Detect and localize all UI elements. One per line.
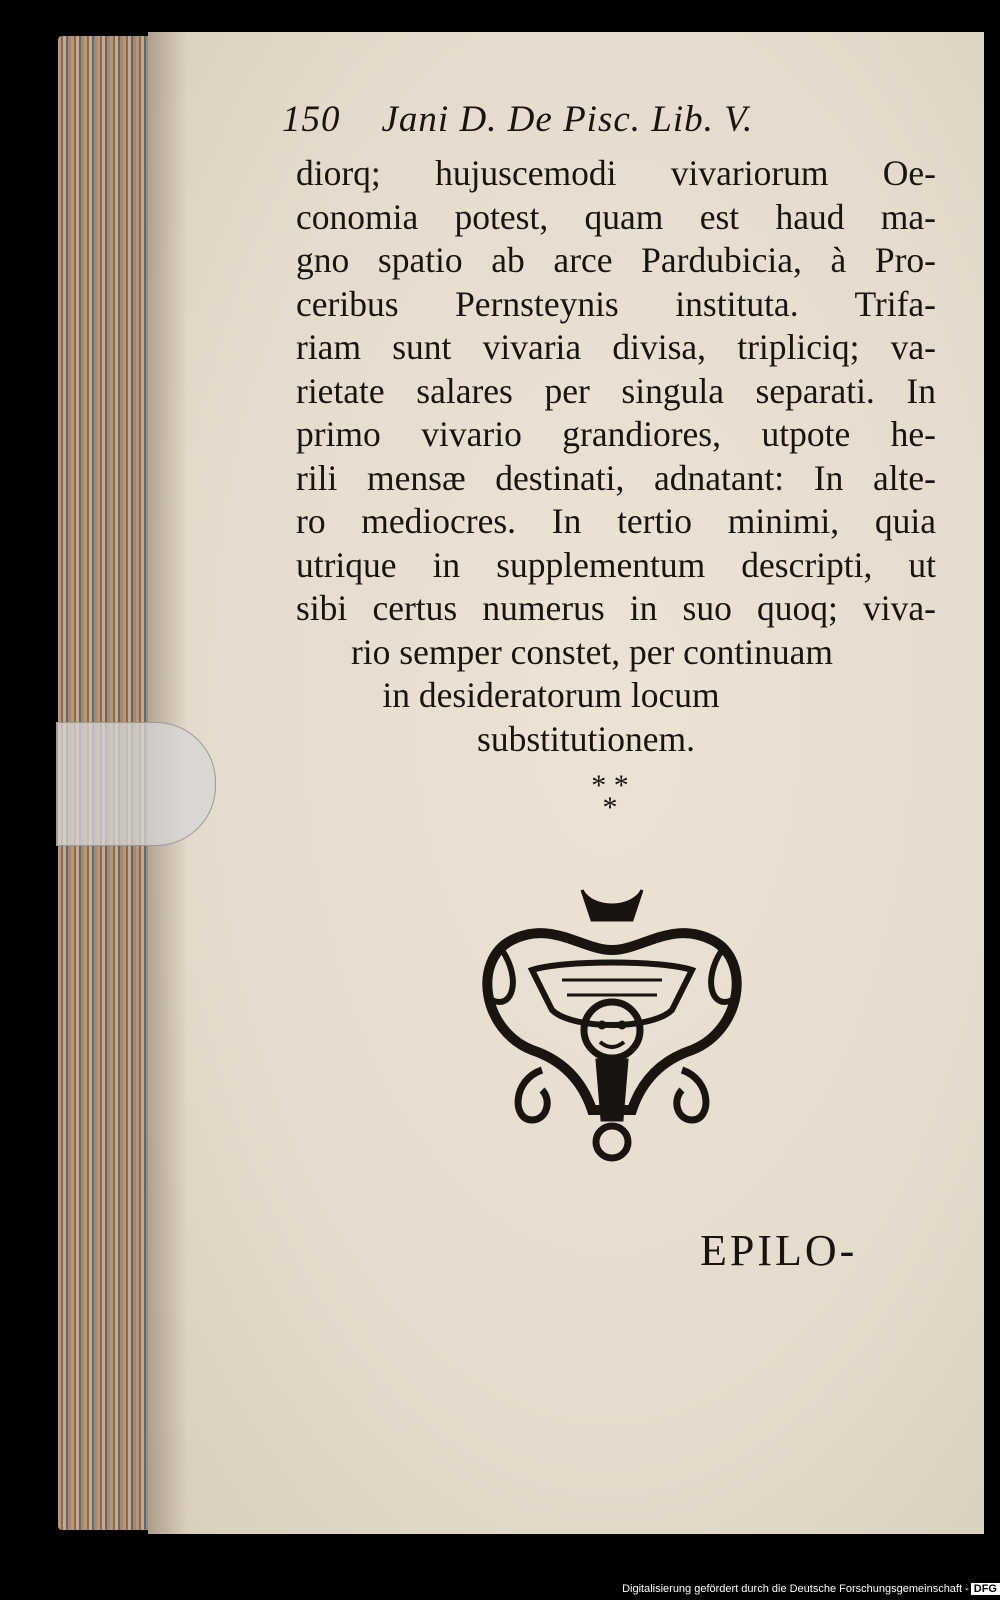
body-text [296,152,936,761]
text-line: primo vivario grandiores, utpote he- [296,414,936,454]
catchword: EPILO- [700,1226,858,1275]
text-line: sibi certus numerus in suo quoq; viva- [296,588,936,628]
text-line: substitutionem. [477,718,695,759]
text-line: rio semper constet, per continuam [350,631,834,672]
asterism-glyphs: * * * [591,769,629,824]
text-line: diorq; hujuscemodi vivariorum Oe- [296,153,936,193]
text-line: conomia potest, quam est haud ma- [296,196,936,237]
page-marker-tab [56,722,216,846]
credit-text: Digitalisierung gefördert durch die Deutsche Forschungsgemeinschaft - [622,1583,969,1595]
text-line: riam sunt vivaria divisa, tripliciq; va- [296,327,936,367]
text-line: ceribus Pernsteynis instituta. Trifa- [296,283,936,324]
text-line: in desideratorum locum [382,675,720,715]
running-head: 150 Jani D. De Pisc. Lib. V. [282,99,754,140]
asterism [560,769,660,825]
text-line: ro mediocres. In tertio minimi, quia [296,501,936,541]
text-line: utrique in supplementum descripti, ut [296,544,936,585]
dfg-logo: DFG [971,1583,1000,1595]
digitization-credit [0,1578,1000,1600]
text-line: rili mensæ destinati, adnatant: In alte- [296,457,936,498]
text-line: rietate salares per singula separati. In [296,370,936,411]
text-line: gno spatio ab arce Pardubicia, à Pro- [296,240,936,280]
ornament-icon [472,880,752,1165]
